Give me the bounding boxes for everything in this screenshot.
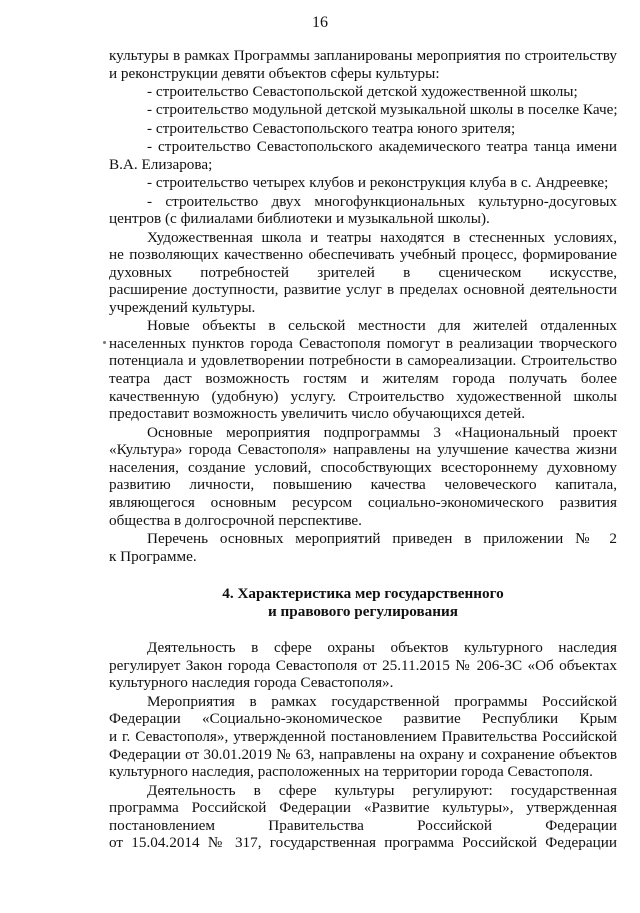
text-line: культурного наследия города Севастополя».	[109, 674, 394, 692]
paragraph	[109, 229, 617, 317]
paragraph	[109, 101, 617, 119]
paragraph	[109, 120, 617, 138]
text-line: населенных пунктов города Севастополя помогут в реализации творческого	[109, 334, 617, 352]
text-line: регулирует Закон города Севастополя от 25.11.2015 № 206-ЗС «Об объектах	[109, 656, 617, 674]
paragraph	[109, 639, 617, 692]
text-line: Основные мероприятия подпрограммы 3 «Национальный проект	[147, 423, 617, 441]
text-line: являющегося основным ресурсом социально-экономического развития	[109, 494, 617, 512]
text-line: В.А. Елизарова;	[109, 155, 213, 173]
text-line: Федерации «Социально-экономическое развитие Республики Крым	[109, 710, 617, 728]
text-line: населения, создание условий, способствующих всестороннему духовному	[109, 458, 617, 476]
paragraph	[109, 83, 617, 101]
text-line: потенциала и удовлетворении потребности в самореализации. Строительство	[109, 352, 617, 370]
paragraph	[109, 424, 617, 530]
document-body	[109, 47, 617, 853]
text-line: Деятельность в сфере культуры регулируют: государственная	[147, 781, 617, 799]
paragraph	[109, 193, 617, 228]
paragraph	[109, 693, 617, 781]
heading-line: и правового регулирования	[268, 603, 458, 621]
text-line: Перечень основных мероприятий приведен в приложении № 2	[147, 530, 617, 547]
text-line: центров (с филиалами библиотеки и музыкальной школы).	[109, 210, 490, 228]
text-line: от 15.04.2014 № 317, государственная программа Российской Федерации	[109, 834, 617, 852]
section-heading	[109, 585, 617, 621]
text-line: программа Российской Федерации «Развитие культуры», утвержденная	[109, 799, 617, 817]
text-line: - строительство модульной детской музыкальной школы в поселке Каче;	[147, 101, 618, 119]
text-line: культурного наследия, расположенных на территории города Севастополя.	[109, 763, 593, 781]
text-line: - строительство Севастопольской детской художественной школы;	[147, 82, 578, 100]
text-line: театра даст возможность гостям и жителям города получать более	[109, 370, 617, 388]
text-line: качественную (удобную) услугу. Строительство художественной школы	[109, 387, 617, 405]
text-line: культуры в рамках Программы запланированы мероприятия по строительству	[109, 47, 617, 64]
text-line: развитию личности, повышению качества человеческого капитала,	[109, 476, 617, 494]
page-number: 16	[312, 14, 328, 31]
text-line: расширение доступности, развитие услуг в пределах основной деятельности	[109, 281, 617, 299]
scan-speck-mark	[103, 341, 106, 344]
text-line: - строительство четырех клубов и реконструкция клуба в с. Андреевке;	[147, 174, 609, 192]
text-line: Деятельность в сфере охраны объектов культурного наследия	[147, 639, 617, 657]
text-line: «Культура» города Севастополя» направлены на улучшение качества жизни	[109, 441, 617, 459]
text-line: предоставит возможность увеличить число обучающихся детей.	[109, 405, 526, 423]
text-line: Новые объекты в сельской местности для жителей отдаленных	[147, 317, 617, 335]
paragraph	[109, 317, 617, 423]
text-line: Мероприятия в рамках государственной программы Российской	[147, 692, 617, 710]
text-line: - строительство Севастопольского академического театра танца имени	[147, 138, 617, 156]
paragraph	[109, 530, 617, 565]
paragraph	[109, 174, 617, 192]
text-line: Художественная школа и театры находятся в стесненных условиях,	[147, 228, 617, 246]
paragraph	[109, 47, 617, 82]
text-line: духовных потребностей зрителей в сценическом искусстве,	[109, 263, 617, 281]
text-line: учреждений культуры.	[109, 298, 256, 316]
text-line: не позволяющих качественно обеспечивать учебный процесс, формирование	[109, 246, 617, 264]
paragraph	[109, 782, 617, 852]
text-line: и г. Севастополя», утвержденной постановлением Правительства Российской	[109, 727, 617, 745]
heading-line: 4. Характеристика мер государственного	[222, 585, 504, 603]
text-line: к Программе.	[109, 547, 197, 565]
paragraph	[109, 138, 617, 173]
text-line: общества в долгосрочной перспективе.	[109, 511, 362, 529]
text-line: постановлением Правительства Российской Федерации	[109, 816, 617, 834]
text-line: - строительство двух многофункциональных культурно-досуговых	[147, 192, 617, 210]
text-line: Федерации от 30.01.2019 № 63, направлены на охрану и сохранение объектов	[109, 745, 617, 763]
text-line: - строительство Севастопольского театра юного зрителя;	[147, 119, 516, 137]
text-line: и реконструкции девяти объектов сферы культуры:	[109, 64, 440, 82]
